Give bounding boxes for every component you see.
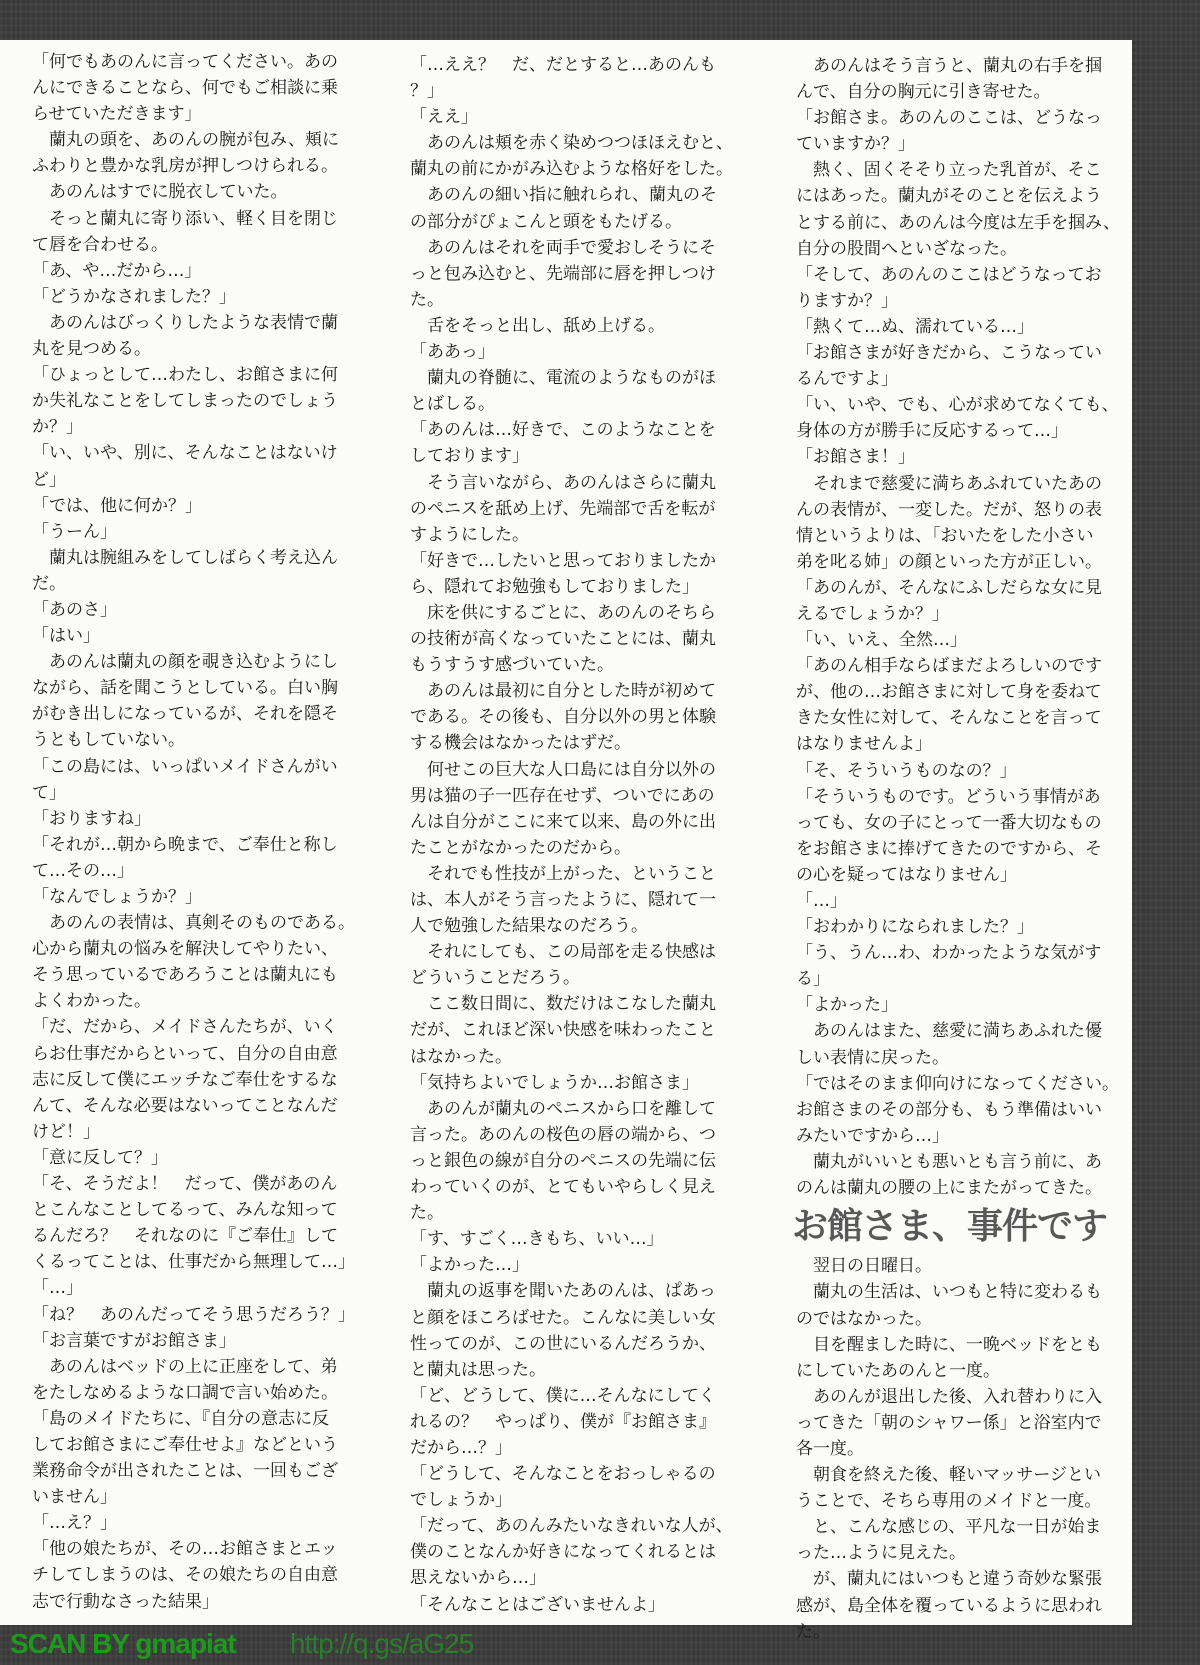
text-line: 「お館さま。あのんのここは、どうなっ — [796, 108, 1102, 129]
text-line: 「おわかりになられました？」 — [796, 917, 1034, 938]
text-line: ていますか？」 — [796, 134, 915, 155]
text-line: 身体の方が勝手に反応するって…」 — [796, 421, 1068, 442]
text-line: お館さまのその部分も、もう準備はいい — [796, 1099, 1102, 1120]
text-line: 「うーん」 — [32, 521, 117, 542]
text-line: しております」 — [410, 446, 529, 467]
text-line: えるでしょうか？」 — [796, 603, 949, 624]
text-line: る」 — [796, 969, 830, 990]
text-line: あのんはまた、慈愛に満ちあふれた優 — [796, 1021, 1102, 1042]
text-line: 「す、すごく…きもち、いい…」 — [410, 1229, 664, 1250]
text-line: 業務命令が出されたことは、一回もござ — [32, 1461, 338, 1482]
text-line: った…ように見えた。 — [796, 1543, 966, 1564]
text-line: 志に反して僕にエッチなご奉仕をするな — [32, 1069, 338, 1090]
text-line: うことで、そちら専用のメイドと一度。 — [796, 1491, 1102, 1512]
text-line: 「よかった」 — [796, 995, 898, 1016]
text-column-2 — [410, 52, 770, 1618]
text-line: きた女性に対して、そんなことを言って — [796, 708, 1102, 729]
text-line: そっと蘭丸に寄り添い、軽く目を閉じ — [32, 208, 338, 229]
text-line: 「お言葉ですがお館さま」 — [32, 1330, 236, 1351]
text-line: 志で行動なさった結果」 — [32, 1591, 219, 1612]
text-line: と蘭丸は思った。 — [410, 1359, 546, 1380]
text-line: の部分がぴょこんと頭をもたげる。 — [410, 211, 682, 232]
text-line: もうすうす感づいていた。 — [410, 655, 614, 676]
scan-credit-watermark: SCAN BY gmapiat — [10, 1628, 236, 1659]
text-line: をお館さまに捧げてきたのですから、そ — [796, 838, 1102, 859]
text-line: らお仕事だからといって、自分の自由意 — [32, 1043, 338, 1064]
text-line: だが、これほど深い快感を味わったこと — [410, 1020, 716, 1041]
text-line: ながら、話を聞こうとしている。白い胸 — [32, 678, 338, 699]
text-line: 床を供にするごとに、あのんのそちら — [410, 602, 716, 623]
text-line: れるの？ やっぱり、僕が『お館さま』 — [410, 1411, 716, 1432]
book-page — [0, 40, 1132, 1642]
text-line: はなかった。 — [410, 1046, 512, 1067]
text-line: 蘭丸の頭を、あのんの腕が包み、頬に — [32, 130, 340, 151]
text-line: あのんの細い指に触れられ、蘭丸のそ — [410, 185, 718, 206]
text-line: 「この島には、いっぱいメイドさんがい — [32, 756, 338, 777]
text-line: である。その後も、自分以外の男と体験 — [410, 707, 716, 728]
text-column-1 — [32, 49, 392, 1615]
text-line: それまで慈愛に満ちあふれていたあの — [796, 473, 1102, 494]
text-line: のではなかった。 — [796, 1308, 932, 1329]
text-line: 「だ、だから、メイドさんたちが、いく — [32, 1017, 338, 1038]
text-line: 「ではそのまま仰向けになってください。 — [796, 1073, 1119, 1094]
text-line: ってきた「朝のシャワー係」と浴室内で — [796, 1412, 1102, 1433]
text-line: ？」 — [410, 81, 444, 102]
text-line: 「…」 — [796, 891, 847, 911]
text-line: をたしなめるような口調で言い始めた。 — [32, 1382, 338, 1403]
text-line: の技術が高くなっていたことには、蘭丸 — [410, 629, 716, 650]
text-line: 「他の娘たちが、その…お館さまとエッ — [32, 1539, 338, 1560]
text-line: 「あのんは…好きで、このようなことを — [410, 420, 716, 441]
text-column-3 — [792, 53, 1156, 1645]
text-line: りますか？」 — [796, 290, 898, 311]
text-line: してお館さまにご奉仕せよ』などという — [32, 1434, 338, 1455]
text-line: た。 — [796, 1621, 830, 1642]
text-line: 朝食を終えた後、軽いマッサージとい — [796, 1465, 1101, 1486]
text-line: 「だって、あのんみたいなきれいな人が、 — [410, 1516, 733, 1537]
text-line: 目を醒ました時に、一晩ベッドをとも — [796, 1334, 1102, 1355]
text-line: だ。 — [32, 573, 66, 594]
text-line: 自分の股間へといざなった。 — [796, 238, 1017, 259]
text-line: のんは蘭丸の腰の上にまたがってきた。 — [796, 1178, 1102, 1199]
text-line: んは自分がここに来て以来、島の外に出 — [410, 811, 716, 832]
text-line: 「そ、そうだよ！ だって、僕があのん — [32, 1174, 338, 1195]
text-line: でしょうか」 — [410, 1490, 512, 1511]
text-line: 心から蘭丸の悩みを解決してやりたい、 — [32, 939, 338, 960]
text-line: いません」 — [32, 1487, 117, 1508]
text-line: 「あのん相手ならばまだよろしいのです — [796, 656, 1102, 677]
text-line: 「あのさ」 — [32, 599, 117, 620]
text-line: うともしていない。 — [32, 730, 185, 751]
text-line: あのんはびっくりしたような表情で蘭 — [32, 312, 338, 333]
text-line: 「どうかなされました？」 — [32, 286, 236, 307]
text-line: 感が、島全体を覆っているように思われ — [796, 1595, 1102, 1616]
text-line: か？」 — [32, 417, 83, 438]
text-line: たことがなかったのだから。 — [410, 837, 631, 858]
text-line: 「それが…朝から晩まで、ご奉仕と称し — [32, 834, 338, 855]
text-line: そう思っているであろうことは蘭丸にも — [32, 965, 338, 986]
text-line: 「…ええ？ だ、だとすると…あのんも — [410, 55, 716, 75]
text-line: 「好きで…したいと思っておりましたか — [410, 550, 716, 571]
text-line: 言った。あのんの桜色の唇の端から、つ — [410, 1124, 716, 1145]
text-line: あのんの表情は、真剣そのものである。 — [32, 913, 355, 934]
text-line: みたいですから…」 — [796, 1125, 949, 1146]
text-line: 性ってのが、この世にいるんだろうか、 — [410, 1333, 716, 1354]
text-line: 「う、うん…わ、わかったような気がす — [796, 943, 1102, 964]
text-line: 各一度。 — [796, 1438, 864, 1459]
text-line: 「ひょっとして…わたし、お館さまに何 — [32, 365, 338, 386]
text-line: 「ああっ」 — [410, 342, 495, 363]
text-line: する機会はなかったはずだ。 — [410, 733, 631, 754]
text-line: 人で勉強した結果なのだろう。 — [410, 916, 648, 937]
scan-url-watermark: http://q.gs/aG25 — [290, 1628, 474, 1659]
text-line: けど！」 — [32, 1121, 100, 1142]
text-line: 「…え？」 — [32, 1513, 117, 1534]
text-line: あのんはすでに脱衣していた。 — [32, 182, 288, 203]
text-line: ふわりと豊かな乳房が押しつけられる。 — [32, 156, 338, 177]
text-line: 蘭丸の返事を聞いたあのんは、ぱあっ — [410, 1281, 716, 1302]
text-line: 「ええ」 — [410, 107, 478, 128]
text-line: んにできることなら、何でもご相談に乗 — [32, 78, 338, 99]
text-line: とばしる。 — [410, 394, 495, 415]
text-line: 「よかった…」 — [410, 1255, 529, 1276]
section-heading: お館さま、事件です — [792, 1206, 1108, 1248]
text-line: て…その…」 — [32, 860, 134, 881]
text-line: どういうことだろう。 — [410, 968, 580, 989]
text-line: くるってことは、仕事だから無理して…」 — [32, 1252, 355, 1273]
text-line: あのんは蘭丸の顔を覗き込むようにし — [32, 652, 338, 673]
text-line: か失礼なことをしてしまったのでしょう — [32, 391, 338, 412]
text-line: あのんは頬を赤く染めつつほほえむと、 — [410, 133, 733, 154]
text-line: 蘭丸の前にかがみ込むような格好をした。 — [410, 159, 733, 180]
text-line: あのんはそれを両手で愛おしそうにそ — [410, 237, 716, 258]
text-line: はなりませんよ」 — [796, 734, 932, 755]
text-line: 「お館さまが好きだから、こうなってい — [796, 343, 1102, 364]
text-line: がむき出しになっているが、それを隠そ — [32, 704, 338, 725]
text-line: 「そんなことはございませんよ」 — [410, 1594, 665, 1615]
text-line: 「そういうものです。どういう事情があ — [796, 786, 1101, 807]
text-line: んの表情が、一変した。だが、怒りの表 — [796, 499, 1102, 520]
column-3-after-heading — [796, 1253, 1156, 1644]
text-line: 「あのんが、そんなにふしだらな女に見 — [796, 577, 1102, 598]
text-line: 「い、いえ、全然…」 — [796, 630, 968, 651]
text-line: 「島のメイドたちに、『自分の意志に反 — [32, 1408, 330, 1429]
text-line: 「おりますね」 — [32, 808, 151, 829]
text-line: っても、女の子にとって一番大切なもの — [796, 812, 1102, 833]
text-line: 「では、他に何か？」 — [32, 495, 202, 516]
text-line: 「お館さま！」 — [796, 447, 915, 468]
text-line: すようにした。 — [410, 524, 529, 545]
text-line: よくわかった。 — [32, 991, 151, 1012]
text-line: あのんは最初に自分とした時が初めて — [410, 681, 716, 702]
text-line: っと銀色の線が自分のペニスの先端に伝 — [410, 1150, 716, 1171]
text-line: それでも性技が上がった、ということ — [410, 863, 716, 884]
text-line: だから…？」 — [410, 1437, 512, 1458]
text-line: わっていくのが、とてもいやらしく見え — [410, 1177, 716, 1198]
text-line: 男は猫の子一匹存在せず、ついでにあの — [410, 785, 715, 806]
text-line: とこんなことしてるって、みんな知って — [32, 1200, 338, 1221]
text-line: 「どうして、そんなことをおっしゃるの — [410, 1464, 716, 1485]
text-line: ら、隠れてお勉強もしておりました」 — [410, 576, 699, 597]
text-line: 「熱くて…ぬ、濡れている…」 — [796, 316, 1034, 337]
text-line: 弟を叱る姉」の顔といった方が正しい。 — [796, 551, 1102, 572]
column-3-before-heading — [796, 53, 1156, 1201]
text-line: あのんが退出した後、入れ替わりに入 — [796, 1386, 1102, 1407]
text-line: にしていたあのんと一度。 — [796, 1360, 1000, 1381]
text-line: と顔をほころばせた。こんなに美しい女 — [410, 1307, 716, 1328]
text-line: が、蘭丸にはいつもと違う奇妙な緊張 — [796, 1569, 1102, 1590]
text-line: 情というよりは、「おいたをした小さい — [796, 525, 1094, 546]
text-line: 「意に反して？」 — [32, 1147, 168, 1168]
text-line: は、本人がそう言ったように、隠れて一 — [410, 890, 716, 910]
text-line: るんだろ？ それなのに『ご奉仕』して — [32, 1226, 338, 1247]
text-line: んて、そんな必要はないってことなんだ — [32, 1095, 338, 1116]
text-line: 「い、いや、別に、そんなことはないけ — [32, 443, 338, 464]
text-line: 蘭丸の脊髄に、電流のようなものがほ — [410, 368, 716, 389]
text-line: るんですよ」 — [796, 369, 898, 390]
text-line: 舌をそっと出し、舐め上げる。 — [410, 315, 665, 336]
text-line: て」 — [32, 782, 66, 803]
text-line: 僕のことなんか好きになってくれるとは — [410, 1542, 716, 1563]
text-line: 丸を見つめる。 — [32, 339, 151, 360]
text-line: ここ数日間に、数だけはこなした蘭丸 — [410, 994, 716, 1015]
text-line: ど」 — [32, 469, 66, 490]
text-line: あのんはそう言うと、蘭丸の右手を掴 — [796, 56, 1102, 76]
text-line: 「はい」 — [32, 626, 100, 647]
text-line: 「い、いや、でも、心が求めてなくても、 — [796, 395, 1119, 416]
text-line: 「そ、そういうものなの？」 — [796, 760, 1017, 781]
text-line: 「何でもあのんに言ってください。あの — [32, 52, 338, 72]
text-line: 「あ、や…だから…」 — [32, 260, 202, 281]
text-line: 何せこの巨大な人口島には自分以外の — [410, 759, 716, 780]
text-line: っと包み込むと、先端部に唇を押しつけ — [410, 263, 716, 284]
text-line: そう言いながら、あのんはさらに蘭丸 — [410, 472, 716, 493]
text-line: 蘭丸がいいとも悪いとも言う前に、あ — [796, 1151, 1102, 1172]
text-line: それにしても、この局部を走る快感は — [410, 942, 716, 963]
text-line: た。 — [410, 289, 444, 310]
text-line: 「なんでしょうか？」 — [32, 887, 202, 907]
text-line: 「そして、あのんのここはどうなってお — [796, 264, 1102, 285]
text-line: チしてしまうのは、その娘たちの自由意 — [32, 1565, 338, 1586]
text-line: しい表情に戻った。 — [796, 1047, 949, 1068]
text-line: 蘭丸の生活は、いつもと特に変わるも — [796, 1282, 1102, 1303]
text-line: の心を疑ってはなりません」 — [796, 864, 1017, 885]
text-line: 「…」 — [32, 1278, 83, 1299]
text-line: とする前に、あのんは今度は左手を掴み、 — [796, 212, 1121, 233]
text-line: た。 — [410, 1203, 444, 1224]
text-line: んで、自分の胸元に引き寄せた。 — [796, 82, 1051, 103]
text-line: 翌日の日曜日。 — [796, 1256, 932, 1277]
text-line: 蘭丸は腕組みをしてしばらく考え込ん — [32, 547, 338, 568]
text-line: にはあった。蘭丸がそのことを伝えよう — [796, 186, 1102, 207]
text-line: が、他の…お館さまに対して身を委ねて — [796, 682, 1102, 703]
text-line: て唇を合わせる。 — [32, 234, 168, 255]
text-line: 思えないから…」 — [410, 1568, 546, 1589]
text-line: 「ど、どうして、僕に…そんなにしてく — [410, 1385, 716, 1406]
text-line: 熱く、固くそそり立った乳首が、そこ — [796, 160, 1102, 181]
text-line: 「ね？ あのんだってそう思うだろう？」 — [32, 1304, 355, 1325]
text-line: あのんはベッドの上に正座をして、弟 — [32, 1356, 338, 1377]
text-line: 「気持ちよいでしょうか…お館さま」 — [410, 1072, 699, 1093]
text-line: あのんが蘭丸のペニスから口を離して — [410, 1098, 716, 1119]
text-line: らせていただきます」 — [32, 104, 202, 125]
text-line: のペニスを舐め上げ、先端部で舌を転が — [410, 498, 716, 519]
text-line: と、こんな感じの、平凡な一日が始ま — [796, 1517, 1102, 1538]
